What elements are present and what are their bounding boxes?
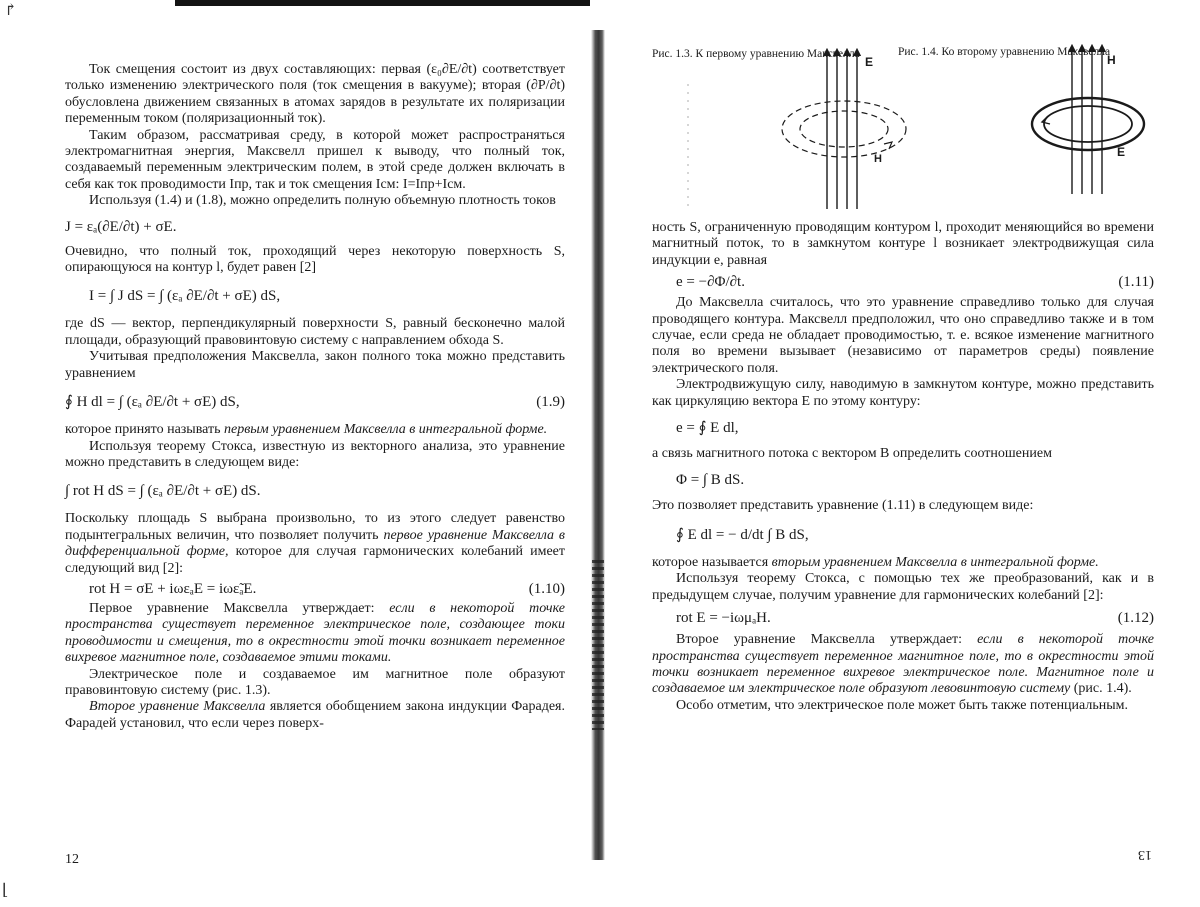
equation-number: (1.10) [528, 580, 565, 597]
paragraph: Учитывая предположения Максвелла, закон полного тока можно представить уравнением [65, 349, 565, 381]
equation: e = ∮ E dl, [676, 420, 739, 437]
label-e: E [865, 55, 874, 69]
equation: ∫ rot H dS = ∫ (εₐ ∂E/∂t + σE) dS. [65, 483, 261, 500]
figure-caption: Рис. 1.4. Ко второму уравнению Максвелла [898, 46, 1111, 58]
paragraph: Электрическое поле и создаваемое им магнитное поле образуют правовинтовую систему (рис. 1.3). [65, 666, 565, 698]
gutter-noise [592, 560, 604, 730]
paragraph: Используя теорему Стокса, известную из векторного анализа, это уравнение можно представить в следующем виде: [65, 438, 565, 470]
equation: I = ∫ J dS = ∫ (εₐ ∂E/∂t + σE) dS, [89, 288, 281, 305]
paragraph: Это позволяет представить уравнение (1.11) в следующем виде: [652, 498, 1034, 514]
page-number: 12 [65, 852, 79, 867]
paragraph: Второе уравнение Максвелла утверждает: если в некоторой точке пространства существует переменное магнитное поле, то в окрестности этой точки возникает переменное вихревое электрическое поле. Магнитное поле и создаваемое им электрическое поле образуют левовинтовую систему (рис. 1.4). [652, 632, 1154, 697]
book-gutter [591, 30, 605, 860]
paragraph: Ток смещения состоит из двух составляющих: первая (ε₀∂E/∂t) соответствует только изменению электрического поля (ток смещения в вакууме); вторая (∂P/∂t) обусловлена движением связанных в атомах зарядов в результате их поляризации переменным током (поляризационный ток). [65, 62, 565, 127]
label-h: H [1107, 53, 1116, 67]
equation-1-12: rot E = −iωμₐH. (1.12) [652, 604, 1154, 632]
paragraph: До Максвелла считалось, что это уравнение справедливо только для случая проводящего контура. Максвелл предположил, что оно справедливо также и в том случае, если среда не обладает проводимостью, т. е. всякое изменение магнитного поля во времени вызывает (независимо от параметров среды) появление электрического поля. [652, 295, 1154, 376]
paragraph: где dS — вектор, перпендикулярный поверхности S, равный бесконечно малой площади, образующий правовинтовую систему с направлением обхода S. [65, 316, 565, 348]
paragraph: Используя (1.4) и (1.8), можно определить полную объемную плотность токов [89, 193, 556, 209]
paragraph: Таким образом, рассматривая среду, в которой может распространяться электромагнитная энергия, Максвелл пришел к выводу, что полный ток, создаваемый переменным электрическим полем, в этой среде должен включать в себя как ток проводимости Iпр, так и ток смещения Iсм: I=Iпр+Iсм. [65, 127, 565, 192]
paragraph: ность S, ограниченную проводящим контуром l, проходит меняющийся во времени магнитный поток, то в замкнутом контуре l возникает электродвижущая сила индукции e, равная [652, 220, 1154, 268]
equation-number: (1.11) [1118, 274, 1154, 291]
equation: Φ = ∫ B dS. [676, 472, 745, 489]
paragraph: которое принято называть первым уравнением Максвелла в интегральной форме. [65, 422, 548, 438]
paragraph: Очевидно, что полный ток, проходящий через некоторую поверхность S, опирающуюся на контур l, будет равен [2] [65, 243, 565, 276]
label-h: H [874, 153, 882, 165]
equation-1-11: e = −∂Φ/∂t. (1.11) [652, 269, 1154, 295]
figure-caption: Рис. 1.3. К первому уравнению Максвелла [652, 48, 860, 60]
paragraph: Второе уравнение Максвелла является обобщением закона индукции Фарадея. Фарадей установил, что если через поверх- [65, 699, 565, 731]
page-number: 13 [1138, 847, 1152, 862]
equation-1-10: rot H = σE + iωεₐE = iωε̃ₐE. (1.10) [65, 577, 565, 601]
paragraph: Используя теорему Стокса, с помощью тех же преобразований, как и в предыдущем случае, получим уравнение для гармонических колебаний [2]: [652, 571, 1154, 603]
left-page [65, 0, 565, 732]
equation-number: (1.9) [536, 394, 565, 411]
paragraph: а связь магнитного потока с вектором B определить соотношением [652, 446, 1052, 462]
equation-1-9: ∮ H dl = ∫ (εₐ ∂E/∂t + σE) dS, (1.9) [65, 382, 565, 422]
equation: J = εₐ(∂E/∂t) + σE. [65, 218, 177, 235]
right-page [652, 0, 1154, 714]
equation: ∮ E dl = − d/dt ∫ B dS, [676, 526, 809, 543]
paragraph: Электродвижущую силу, наводимую в замкнутом контуре, можно представить как циркуляцию вектора E по этому контуру: [652, 377, 1154, 409]
label-e: E [1117, 145, 1126, 159]
paragraph: Поскольку площадь S выбрана произвольно, то из этого следует равенство подынтегральных величин, что позволяет получить первое уравнение Максвелла в дифференциальной форме, которое для случая гармонических колебаний имеет следующий вид [2]: [65, 511, 566, 576]
equation-number: (1.12) [1117, 610, 1154, 627]
scan-corner-mark: ↱ [4, 2, 18, 19]
scan-corner-mark: ⌊ [2, 882, 9, 899]
paragraph: которое называется вторым уравнением Максвелла в интегральной форме. [652, 554, 1099, 570]
paragraph: Первое уравнение Максвелла утверждает: если в некоторой точке пространства существует переменное электрическое поле, создающее токи проводимости и смещения, то в окрестности этой точки возникает переменное вихревое магнитное поле, создаваемое этими токами. [65, 600, 565, 666]
paragraph: Особо отметим, что электрическое поле может быть также потенциальным. [676, 697, 1129, 713]
